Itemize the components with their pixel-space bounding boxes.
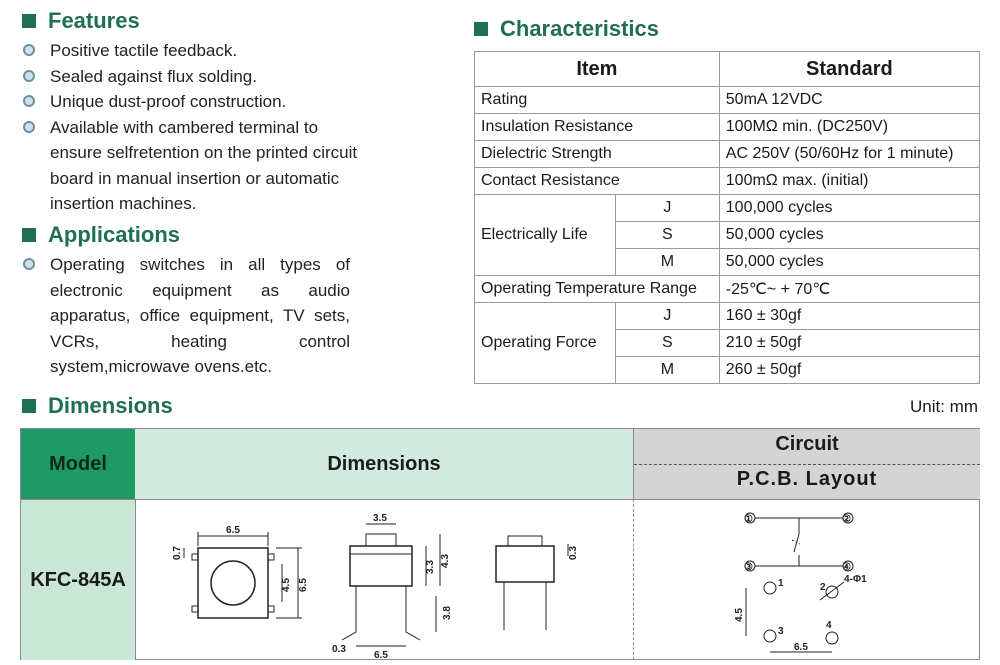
terminal-4-label: ④: [842, 562, 851, 573]
circuit-pcb-drawing: [633, 499, 980, 660]
list-item: Operating switches in all types of electronic equipment as audio apparatus, office equipment, TV sets, VCRs, heating control system,microwave ovens.etc.: [20, 252, 350, 380]
header-standard: Standard: [719, 52, 979, 87]
table-row: M 50,000 cycles: [475, 249, 980, 276]
dim-side-top: 3.5: [373, 513, 387, 524]
table-row: S 210 ± 50gf: [475, 330, 980, 357]
divider: [634, 464, 980, 465]
pcb-width-label: 6.5: [794, 642, 808, 653]
bullet-icon: [23, 70, 35, 82]
pad-1-label: 1: [778, 578, 784, 589]
characteristics-heading: [474, 16, 659, 42]
table-row: Electrically Life J 100,000 cycles: [475, 195, 980, 222]
pad-4-label: 4: [826, 620, 832, 631]
features-list: [20, 38, 360, 217]
unit-label: Unit: mm: [910, 397, 978, 416]
section-square-icon: [474, 22, 488, 36]
table-row: Insulation Resistance 100MΩ min. (DC250V): [475, 114, 980, 141]
dim-top-h2: 6.5: [298, 578, 309, 592]
header-item: Item: [475, 52, 720, 87]
dim-top-width: 6.5: [226, 525, 240, 536]
terminal-1-label: ①: [744, 514, 753, 525]
bullet-icon: [23, 44, 35, 56]
header-model: Model: [21, 429, 135, 499]
terminal-2-label: ②: [842, 514, 851, 525]
dim-side-h1: 3.3: [425, 560, 436, 574]
applications-list: [20, 252, 350, 380]
list-item: Sealed against flux solding.: [20, 64, 360, 90]
table-row: Dielectric Strength AC 250V (50/60Hz for 1 minute): [475, 141, 980, 168]
header-circuit-pcb: [633, 429, 980, 499]
applications-title: Applications: [48, 222, 181, 247]
characteristics-table: [474, 51, 980, 384]
dim-top-side: 0.7: [172, 546, 183, 560]
list-item: Positive tactile feedback.: [20, 38, 360, 64]
header-pcb: P.C.B. Layout: [736, 468, 878, 490]
pad-3-label: 3: [778, 626, 784, 637]
header-dimensions: Dimensions: [135, 429, 633, 499]
bullet-icon: [23, 121, 35, 133]
dimensions-table: [20, 428, 980, 660]
characteristics-title: Characteristics: [500, 16, 659, 41]
section-square-icon: [22, 228, 36, 242]
dim-side-h2: 4.3: [440, 554, 451, 568]
dim-side-bottom: 6.5: [374, 650, 388, 660]
bullet-icon: [23, 258, 35, 270]
table-row: Rating 50mA 12VDC: [475, 87, 980, 114]
dimensions-title: Dimensions: [48, 393, 173, 418]
dim-end-thick: 0.3: [568, 546, 579, 560]
terminal-3-label: ③: [744, 562, 753, 573]
table-row: S 50,000 cycles: [475, 222, 980, 249]
features-heading: [22, 8, 140, 34]
model-name: KFC-845A: [21, 499, 135, 660]
table-row: Operating Temperature Range -25℃~ + 70℃: [475, 276, 980, 303]
section-square-icon: [22, 14, 36, 28]
features-title: Features: [48, 8, 140, 33]
circuit-svg: [634, 500, 980, 660]
dim-top-h1: 4.5: [281, 578, 292, 592]
table-row: M 260 ± 50gf: [475, 357, 980, 384]
pad-2-label: 2: [820, 582, 826, 593]
applications-heading: [22, 222, 180, 248]
dim-side-leg: 3.8: [442, 606, 453, 620]
table-row: Contact Resistance 100mΩ max. (initial): [475, 168, 980, 195]
table-row: Operating Force J 160 ± 30gf: [475, 303, 980, 330]
list-item: Available with cambered terminal to ensure selfretention on the printed circuit board in manual insertion or automatic insertion machines.: [20, 115, 360, 217]
pcb-height-label: 4.5: [734, 608, 745, 622]
dimension-drawing-svg: [136, 500, 634, 660]
dimension-drawings: [135, 499, 634, 660]
bullet-icon: [23, 95, 35, 107]
section-square-icon: [22, 399, 36, 413]
header-circuit: Circuit: [775, 433, 839, 455]
dimensions-heading: [22, 393, 173, 419]
dim-side-thick: 0.3: [332, 644, 346, 655]
table-header-row: [475, 52, 980, 87]
list-item: Unique dust-proof construction.: [20, 89, 360, 115]
hole-label: 4-Φ1: [844, 574, 867, 585]
